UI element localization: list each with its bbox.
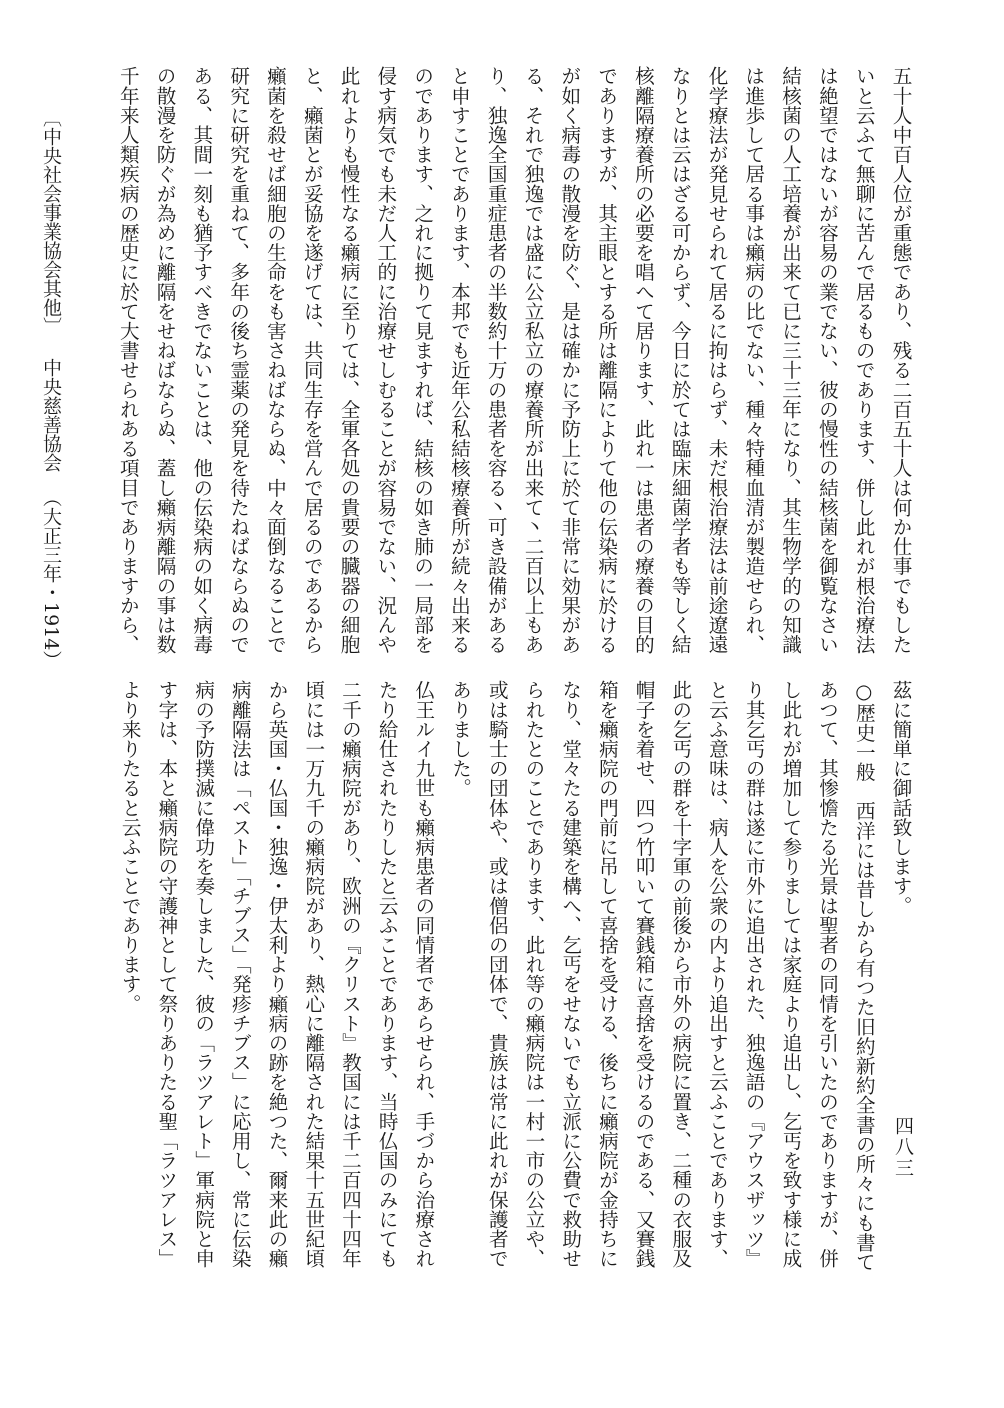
lower-text-line: 病の予防撲滅に偉功を奏しました、彼の「ラツアレト」軍病院と申 (191, 680, 215, 1268)
lower-text-line: より来りたると云ふことであります。 (118, 680, 142, 1014)
lower-text-line: ○歴史一般 西洋には昔しから有つた旧約新約全書の所々にも書て (852, 680, 876, 1272)
upper-text-line: 五十人中百人位が重態であり、残る二百五十人は何か仕事でもした (889, 66, 912, 654)
upper-text-line: 癩菌を殺せば細胞の生命をも害さねばならぬ、中々面倒なることで (263, 66, 287, 654)
upper-text-line: 千年来人類疾病の歴史に於て大書せられある項目でありますから、 (116, 66, 140, 654)
lower-text-line: 或は騎士の団体や、或は僧侶の団体で、貴族は常に此れが保護者で (485, 680, 509, 1268)
lower-text-line: 病離隔法は「ペスト」「チブス」「発疹チブス」に応用し、常に伝染 (228, 680, 252, 1268)
lower-text-line: す字は、本と癩病院の守護神として祭りありたる聖「ラツアレス」 (154, 680, 178, 1268)
upper-text-line: でありますが、其主眼とする所は離隔によりて他の伝染病に於ける (594, 66, 618, 654)
upper-text-line: 結核菌の人工培養が出来て已に三十三年になり、其生物学的の知識 (778, 66, 802, 654)
upper-text-line: 核離隔療養所の必要を唱へて居ります、此れ一は患者の療養の目的 (631, 66, 655, 654)
page-number: 四八三 (892, 1116, 914, 1179)
upper-text-line: り、独逸全国重症患者の半数約十万の患者を容る丶可き設備がある (484, 66, 508, 654)
upper-text-line: ある、其間一刻も猶予すべきでないことは、他の伝染病の如く病毒 (189, 66, 213, 654)
lower-text-line: と云ふ意味は、病人を公衆の内より追出すと云ふことであります、 (705, 680, 729, 1268)
lower-text-line: 此の乞丐の群を十字軍の前後から市外の病院に置き、二種の衣服及 (668, 680, 692, 1268)
lower-text-line: られたとのことであります、此れ等の癩病院は一村一市の公立や、 (521, 680, 545, 1268)
lower-text-line: 茲に簡単に御話致します。 (889, 680, 912, 916)
upper-text-line: 研究に研究を重ねて、多年の後ち霊薬の発見を待たねばならぬので (226, 66, 250, 654)
lower-text-line: し此れが増加して参りましては家庭より追出し、乞丐を致す様に成 (778, 680, 802, 1268)
lower-text-line: ありました。 (448, 680, 472, 798)
upper-text-line: なりとは云はざる可からず、今日に於ては臨床細菌学者も等しく結 (668, 66, 692, 654)
upper-text-line: のであります、之れに拠りて見ますれば、結核の如き肺の一局部を (410, 66, 434, 654)
upper-text-line: 化学療法が発見せられて居るに拘はらず、未だ根治療法は前途遼遠 (705, 66, 729, 654)
upper-text-line: と、癩菌とが妥協を遂げては、共同生存を営んで居るのであるから (300, 66, 324, 654)
lower-text-line: 仏王ルイ九世も癩病患者の同情者であらせられ、手づから治療され (411, 680, 435, 1268)
upper-text-line: 此れよりも慢性なる癩病に至りては、全軍各処の貴要の臓器の細胞 (337, 66, 361, 654)
lower-text-block (118, 680, 918, 1285)
lower-text-line: り其乞丐の群は遂に市外に追出された、独逸語の『アウスザッツ』 (742, 680, 766, 1268)
lower-text-line: 二千の癩病院があり、欧洲の『クリスト』教国には千二百四十四年 (338, 680, 362, 1268)
header-date: （大正三年・1914） (40, 488, 62, 670)
upper-text-line: と申すことであります、本邦でも近年公私結核療養所が続々出来る (447, 66, 471, 654)
upper-text-block (116, 66, 918, 654)
upper-text-line: は絶望ではないが容易の業でない、彼の慢性の結核菌を御覧なさい (815, 66, 839, 654)
upper-text-line: いと云ふて無聊に苦んで居るものであります、併し此れが根治療法 (852, 66, 876, 654)
upper-text-line: 侵す病気でも未だ人工的に治療せしむることが容易でない、況んや (373, 66, 397, 654)
upper-text-line: は進歩して居る事は癩病の比でない、種々特種血清が製造せられ、 (741, 66, 765, 654)
lower-text-line: から英国・仏国・独逸・伊太利より癩病の跡を絶つた、爾来此の癩 (265, 680, 289, 1268)
lower-text-line: あつて、其惨憺たる光景は聖者の同情を引いたのでありますが、併 (815, 680, 839, 1268)
upper-text-line: の散漫を防ぐが為めに離隔をせねばならぬ、蓋し癩病離隔の事は数 (153, 66, 177, 654)
lower-text-line: 頃には一万九千の癩病院があり、熱心に離隔された結果十五世紀頃 (301, 680, 325, 1268)
header-series: 〔中央社会事業協会其他〕 (40, 108, 62, 336)
upper-text-line: が如く病毒の散漫を防ぐ、是は確かに予防上に於て非常に効果があ (557, 66, 581, 654)
lower-text-line: 帽子を着せ、四つ竹叩いて賽銭箱に喜捨を受けるのである、又賽銭 (632, 680, 656, 1268)
upper-text-line: る、それで独逸では盛に公立私立の療養所が出来て丶二百以上もあ (521, 66, 545, 654)
lower-text-line: 箱を癩病院の門前に吊して喜捨を受ける、後ちに癩病院が金持ちに (595, 680, 619, 1268)
running-header (26, 108, 66, 668)
lower-text-line: なり、堂々たる建築を構へ、乞丐をせないでも立派に公費で救助せ (558, 680, 582, 1268)
header-publisher: 中央慈善協会 (40, 358, 62, 472)
lower-text-line: たり給仕されたりしたと云ふことであります、当時仏国のみにても (375, 680, 399, 1268)
